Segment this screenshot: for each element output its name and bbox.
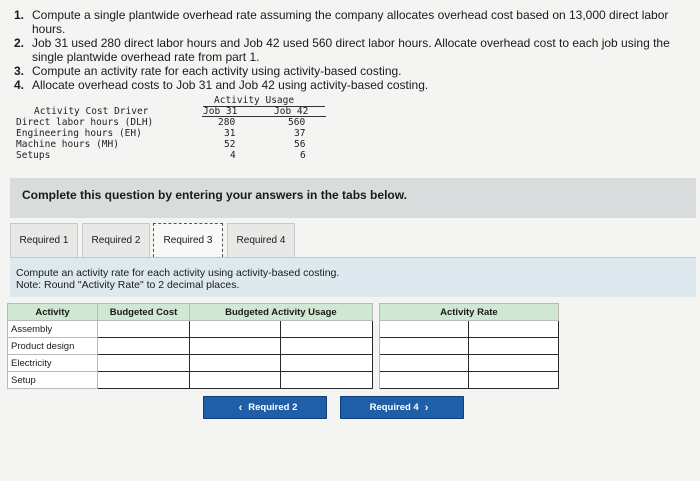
instruction-text: Job 31 used 280 direct labor hours and Job 42 used 560 direct labor hours. Allocate overhead cost to each job using the single plantwide overhead rate from part 1. bbox=[32, 36, 670, 64]
driver-label: Engineering hours (EH) bbox=[16, 128, 142, 139]
instruction-item bbox=[14, 78, 700, 92]
activity-usage-input[interactable] bbox=[190, 322, 280, 337]
activity-usage-unit-input[interactable] bbox=[281, 373, 371, 388]
job31-header: Job 31 bbox=[203, 106, 238, 117]
instruction-item bbox=[14, 8, 700, 36]
tab-required-3[interactable]: Required 3 bbox=[153, 223, 223, 257]
job31-value: 4 bbox=[230, 150, 236, 161]
requirement-text: Compute an activity rate for each activity using activity-based costing. bbox=[16, 267, 340, 279]
activity-rate-unit-input[interactable] bbox=[469, 373, 558, 388]
complete-question-banner: Complete this question by entering your answers in the tabs below. bbox=[10, 178, 696, 218]
activity-usage-cell[interactable] bbox=[190, 372, 281, 389]
activity-label: Assembly bbox=[8, 321, 98, 338]
instructions-list bbox=[14, 8, 700, 92]
instruction-number: 1. bbox=[14, 8, 25, 22]
instruction-item bbox=[14, 64, 700, 78]
activity-rate-input[interactable] bbox=[380, 356, 469, 371]
table-row bbox=[8, 355, 559, 372]
activity-cost-driver-header: Activity Cost Driver bbox=[34, 106, 149, 117]
budgeted-cost-input[interactable] bbox=[98, 339, 189, 354]
tab-required-1[interactable]: Required 1 bbox=[10, 223, 78, 257]
activity-usage-cell[interactable] bbox=[190, 355, 281, 372]
activity-rate-cell[interactable] bbox=[379, 372, 469, 389]
activity-rate-unit-input[interactable] bbox=[469, 356, 558, 371]
instruction-text: Allocate overhead costs to Job 31 and Job 42 using activity-based costing. bbox=[32, 78, 429, 92]
next-button-label: Required 4 bbox=[369, 402, 419, 413]
activity-rate-input[interactable] bbox=[380, 339, 469, 354]
activity-usage-unit-input[interactable] bbox=[281, 322, 371, 337]
header-rule bbox=[203, 106, 325, 107]
rounding-note: Note: Round "Activity Rate" to 2 decimal places. bbox=[16, 279, 240, 291]
budgeted-cost-input[interactable] bbox=[98, 373, 189, 388]
activity-rate-input[interactable] bbox=[380, 322, 469, 337]
prev-required-2-button[interactable] bbox=[203, 396, 327, 419]
driver-label: Setups bbox=[16, 150, 51, 161]
activity-rate-unit-cell[interactable] bbox=[469, 372, 559, 389]
job31-value: 31 bbox=[224, 128, 236, 139]
job42-value: 560 bbox=[288, 117, 306, 128]
answer-header-row bbox=[8, 304, 559, 321]
budgeted-cost-input[interactable] bbox=[98, 356, 189, 371]
job31-value: 280 bbox=[218, 117, 236, 128]
job42-value: 6 bbox=[300, 150, 306, 161]
activity-rate-unit-cell[interactable] bbox=[469, 355, 559, 372]
tab-required-2[interactable]: Required 2 bbox=[82, 223, 150, 257]
header-budgeted-cost: Budgeted Cost bbox=[98, 304, 190, 321]
budgeted-cost-cell[interactable] bbox=[98, 372, 190, 389]
activity-usage-input[interactable] bbox=[190, 339, 280, 354]
table-row bbox=[8, 338, 559, 355]
budgeted-cost-cell[interactable] bbox=[98, 355, 190, 372]
budgeted-cost-input[interactable] bbox=[98, 322, 189, 337]
activity-usage-unit-cell[interactable] bbox=[281, 355, 372, 372]
activity-rate-cell[interactable] bbox=[379, 338, 469, 355]
requirement-panel bbox=[10, 257, 696, 297]
header-activity-rate: Activity Rate bbox=[379, 304, 558, 321]
chevron-right-icon: › bbox=[424, 401, 429, 414]
activity-rate-cell[interactable] bbox=[379, 321, 469, 338]
chevron-left-icon: ‹ bbox=[238, 401, 243, 414]
driver-label: Machine hours (MH) bbox=[16, 139, 119, 150]
job42-header: Job 42 bbox=[274, 106, 309, 117]
table-row bbox=[8, 321, 559, 338]
tab-required-4[interactable]: Required 4 bbox=[227, 223, 295, 257]
driver-label: Direct labor hours (DLH) bbox=[16, 117, 154, 128]
activity-rate-cell[interactable] bbox=[379, 355, 469, 372]
answer-table bbox=[7, 303, 559, 389]
activity-usage-unit-cell[interactable] bbox=[281, 338, 372, 355]
instruction-number: 3. bbox=[14, 64, 25, 78]
instruction-item bbox=[14, 36, 700, 64]
activity-label: Product design bbox=[8, 338, 98, 355]
activity-usage-cell[interactable] bbox=[190, 321, 281, 338]
table-row bbox=[8, 372, 559, 389]
activity-label: Electricity bbox=[8, 355, 98, 372]
instruction-text: Compute an activity rate for each activity using activity-based costing. bbox=[32, 64, 402, 78]
activity-usage-unit-input[interactable] bbox=[281, 339, 371, 354]
instruction-number: 4. bbox=[14, 78, 25, 92]
job31-value: 52 bbox=[224, 139, 236, 150]
activity-usage-unit-input[interactable] bbox=[281, 356, 371, 371]
next-required-4-button[interactable] bbox=[340, 396, 464, 419]
activity-usage-cell[interactable] bbox=[190, 338, 281, 355]
activity-usage-input[interactable] bbox=[190, 356, 280, 371]
instruction-text: Compute a single plantwide overhead rate assuming the company allocates overhead cost based on 13,000 direct labor hours. bbox=[32, 8, 669, 36]
activity-rate-unit-input[interactable] bbox=[469, 322, 558, 337]
budgeted-cost-cell[interactable] bbox=[98, 321, 190, 338]
prev-button-label: Required 2 bbox=[248, 402, 298, 413]
activity-usage-unit-cell[interactable] bbox=[281, 321, 372, 338]
job42-value: 37 bbox=[294, 128, 306, 139]
activity-rate-unit-input[interactable] bbox=[469, 339, 558, 354]
header-budgeted-activity-usage: Budgeted Activity Usage bbox=[190, 304, 373, 321]
activity-rate-unit-cell[interactable] bbox=[469, 338, 559, 355]
activity-usage-unit-cell[interactable] bbox=[281, 372, 372, 389]
header-activity: Activity bbox=[8, 304, 98, 321]
job42-value: 56 bbox=[294, 139, 306, 150]
activity-usage-input[interactable] bbox=[190, 373, 280, 388]
activity-label: Setup bbox=[8, 372, 98, 389]
instruction-number: 2. bbox=[14, 36, 25, 50]
activity-rate-input[interactable] bbox=[380, 373, 469, 388]
activity-rate-unit-cell[interactable] bbox=[469, 321, 559, 338]
budgeted-cost-cell[interactable] bbox=[98, 338, 190, 355]
activity-usage-header: Activity Usage bbox=[214, 95, 295, 106]
